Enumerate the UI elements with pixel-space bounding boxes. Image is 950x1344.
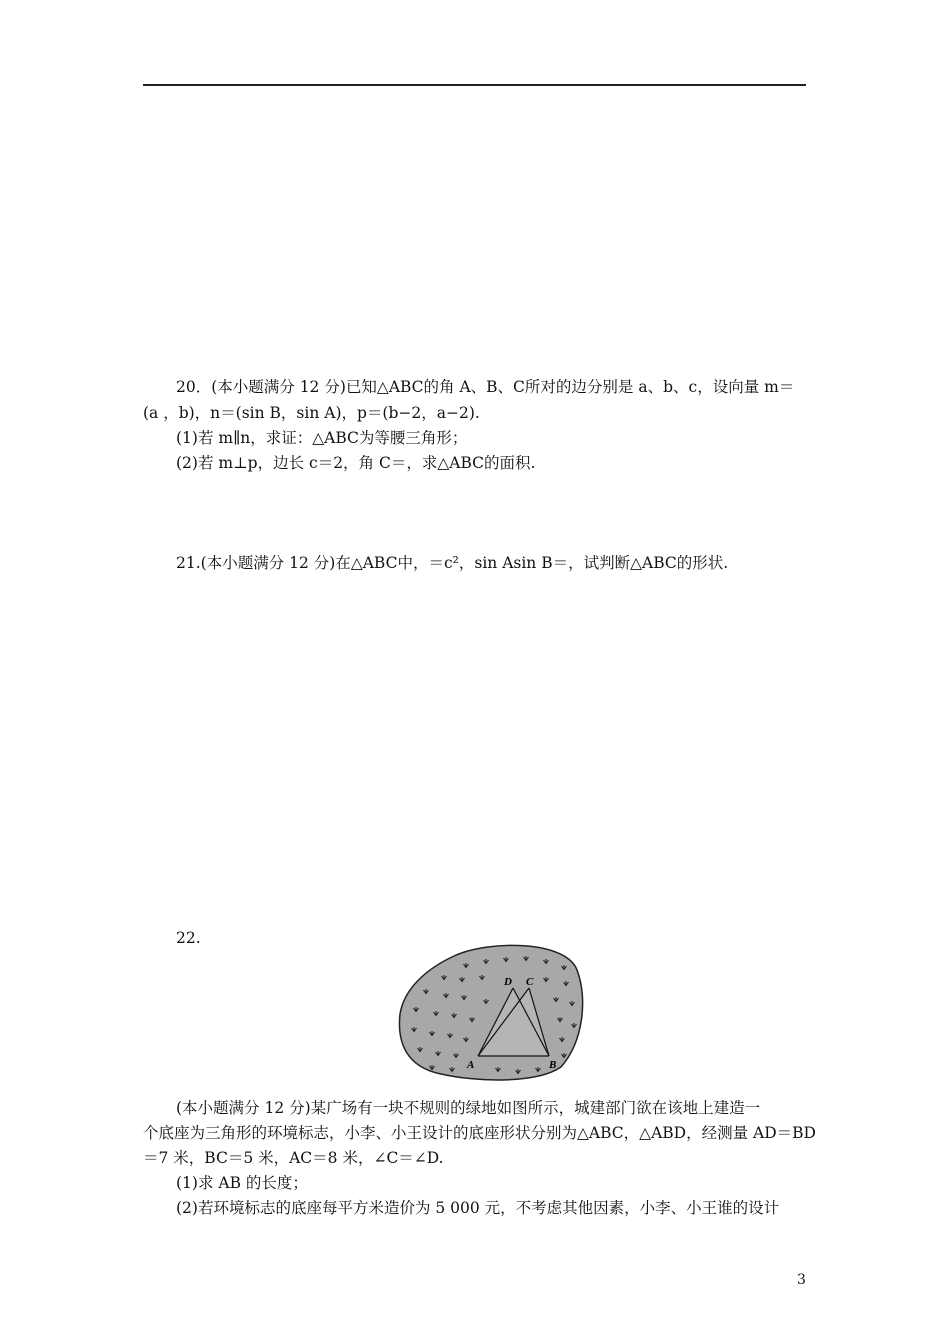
q22-part1: (1)求 AB 的长度；	[176, 1174, 308, 1192]
greenland-figure	[396, 944, 588, 1082]
label-c: C	[526, 976, 534, 988]
q20-line1: 20．(本小题满分 12 分)已知△ABC的角 A、B、C所对的边分别是 a、b、c，设向量 m＝	[176, 378, 795, 396]
q22-number: 22.	[176, 929, 201, 947]
label-b: B	[549, 1059, 557, 1071]
q22-part2: (2)若环境标志的底座每平方米造价为 5 000 元，不考虑其他因素，小李、小王谁的设计	[176, 1199, 780, 1217]
page-number: 3	[797, 1272, 806, 1288]
greenland-diagram	[396, 944, 588, 1082]
label-d: D	[504, 976, 512, 988]
q22-line1: (本小题满分 12 分)某广场有一块不规则的绿地如图所示，城建部门欲在该地上建造一	[176, 1099, 761, 1117]
q20-part1: (1)若 m∥n，求证：△ABC为等腰三角形；	[176, 429, 468, 447]
q22-line3: ＝7 米，BC＝5 米，AC＝8 米，∠C＝∠D.	[143, 1149, 444, 1167]
q20-part2: (2)若 m⊥p，边长 c＝2，角 C＝，求△ABC的面积.	[176, 454, 536, 472]
label-a: A	[467, 1059, 475, 1071]
q22-line2: 个底座为三角形的环境标志，小李、小王设计的底座形状分别为△ABC，△ABD，经测量 AD＝BD	[143, 1124, 816, 1142]
q21-text: 21.(本小题满分 12 分)在△ABC中，＝c²，sin Asin B＝，试判断△ABC的形状.	[176, 554, 729, 572]
header-rule	[143, 84, 806, 86]
q20-line2: (a ，b)，n＝(sin B，sin A)，p＝(b−2，a−2).	[143, 404, 480, 422]
